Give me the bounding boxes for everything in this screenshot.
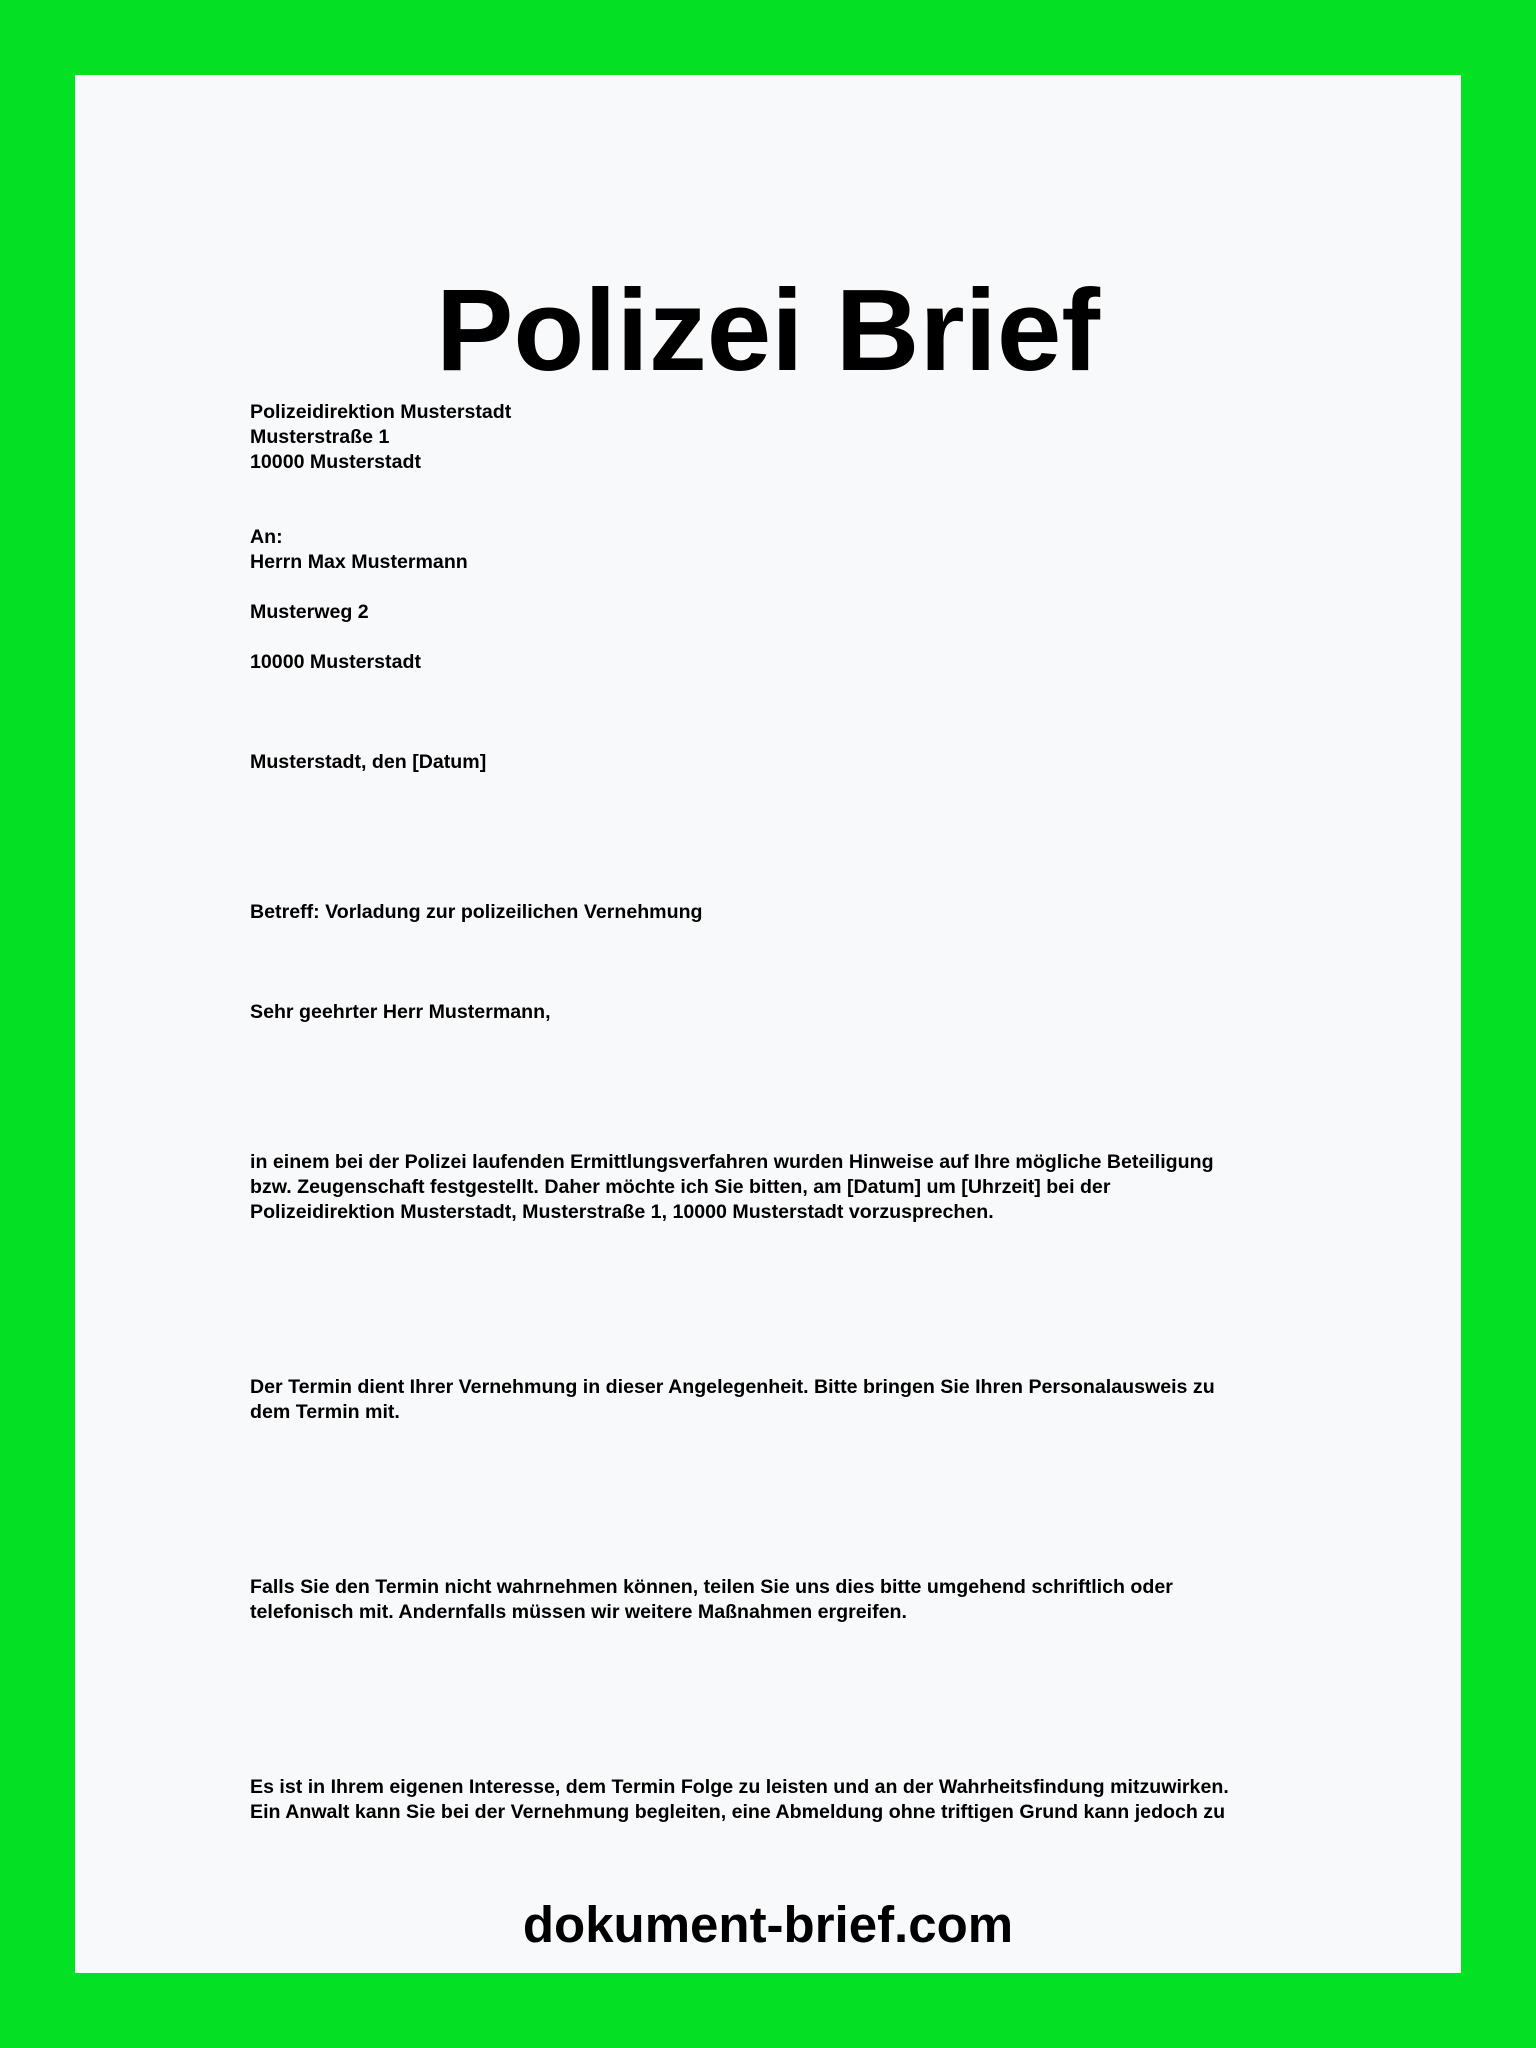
recipient-city: 10000 Musterstadt <box>250 651 421 673</box>
footer-watermark: dokument-brief.com <box>522 1896 1014 1953</box>
recipient-address <box>250 525 1350 575</box>
sender-line-1: Polizeidirektion Musterstadt <box>250 401 512 423</box>
recipient-prefix: An: <box>250 526 283 548</box>
body-paragraph-1 <box>250 1150 1350 1225</box>
paragraph-4-line-2: Ein Anwalt kann Sie bei der Vernehmung begleiten, eine Abmeldung ohne triftigen Grund kann jedoch zu <box>250 1801 1226 1823</box>
body-paragraph-4 <box>250 1775 1350 1825</box>
paragraph-3-line-2: telefonisch mit. Andernfalls müssen wir weitere Maßnahmen ergreifen. <box>250 1601 907 1623</box>
sender-address <box>250 400 1350 475</box>
letter-page <box>75 75 1461 1973</box>
salutation: Sehr geehrter Herr Mustermann, <box>250 1001 551 1023</box>
body-paragraph-3 <box>250 1575 1350 1625</box>
recipient-name: Herrn Max Mustermann <box>250 551 468 573</box>
sender-line-2: Musterstraße 1 <box>250 426 390 448</box>
paragraph-1-line-3: Polizeidirektion Musterstadt, Musterstraße 1, 10000 Musterstadt vorzusprechen. <box>250 1201 994 1223</box>
document-title: Polizei Brief <box>436 265 1100 395</box>
paragraph-1-line-1: in einem bei der Polizei laufenden Ermittlungsverfahren wurden Hinweise auf Ihre mögliche Beteiligung <box>250 1151 1214 1173</box>
paragraph-2-line-1: Der Termin dient Ihrer Vernehmung in dieser Angelegenheit. Bitte bringen Sie Ihren Personalausweis zu <box>250 1376 1215 1398</box>
date-line: Musterstadt, den [Datum] <box>250 751 487 773</box>
paragraph-1-line-2: bzw. Zeugenschaft festgestellt. Daher möchte ich Sie bitten, am [Datum] um [Uhrzeit] bei der <box>250 1176 1111 1198</box>
body-paragraph-2 <box>250 1375 1350 1425</box>
paragraph-3-line-1: Falls Sie den Termin nicht wahrnehmen können, teilen Sie uns dies bitte umgehend schriftlich oder <box>250 1576 1173 1598</box>
paragraph-2-line-2: dem Termin mit. <box>250 1401 400 1423</box>
subject-line: Betreff: Vorladung zur polizeilichen Vernehmung <box>250 901 703 923</box>
paragraph-4-line-1: Es ist in Ihrem eigenen Interesse, dem Termin Folge zu leisten und an der Wahrheitsfindung mitzuwirken. <box>250 1776 1229 1798</box>
recipient-street: Musterweg 2 <box>250 601 369 623</box>
sender-line-3: 10000 Musterstadt <box>250 451 421 473</box>
